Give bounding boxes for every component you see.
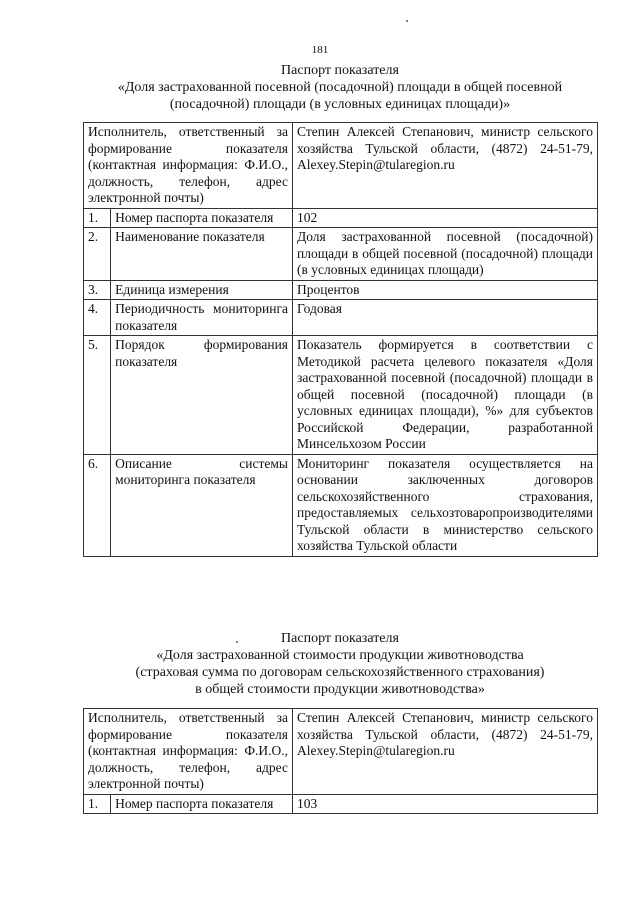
passport-heading: [60, 630, 620, 698]
row-number: 5.: [84, 336, 111, 455]
executor-row: [84, 709, 598, 795]
executor-row: [84, 123, 598, 209]
row-value: Показатель формируется в соответствии с Методикой расчета целевого показателя «Доля застрахованной посевной (посадочной) площади в общей посевной (посадочной) площади (в условных единицах площади), %» для субъектов Российской Федерации, разработанной Минсельхозом России: [293, 336, 598, 455]
row-label: Описание системы мониторинга показателя: [111, 454, 293, 556]
table-row: [84, 208, 598, 228]
scan-speck: [406, 20, 408, 22]
passport-subtitle-line: «Доля застрахованной посевной (посадочной) площади в общей посевной: [117, 80, 563, 95]
table-row: [84, 336, 598, 455]
row-number: 4.: [84, 300, 111, 336]
row-value: Годовая: [293, 300, 598, 336]
row-number: 1.: [84, 208, 111, 228]
passport-subtitle-line: (страховая сумма по договорам сельскохозяйственного страхования): [135, 665, 545, 680]
passport-table: [83, 122, 598, 557]
row-number: 2.: [84, 228, 111, 281]
table-row: [84, 794, 598, 814]
row-value: Процентов: [293, 280, 598, 300]
row-value: Доля застрахованной посевной (посадочной) площади в общей посевной (посадочной) площади (в условных единицах площади): [293, 228, 598, 281]
row-value: Мониторинг показателя осуществляется на основании заключенных договоров сельскохозяйственного страхования, предоставляемых сельхозтоваропроизводителями Тульской области в министерство сельского хозяйства Тульской области: [293, 454, 598, 556]
row-label: Порядок формирования показателя: [111, 336, 293, 455]
table-row: [84, 300, 598, 336]
executor-value: Степин Алексей Степанович, министр сельского хозяйства Тульской области, (4872) 24-51-79, Alexey.Stepin@tularegion.ru: [293, 709, 598, 795]
row-number: 3.: [84, 280, 111, 300]
passport-title: Паспорт показателя: [281, 631, 399, 646]
row-label: Номер паспорта показателя: [111, 208, 293, 228]
executor-label: Исполнитель, ответственный за формирование показателя (контактная информация: Ф.И.О., должность, телефон, адрес электронной почты): [84, 709, 293, 795]
row-value: 102: [293, 208, 598, 228]
passport-title: Паспорт показателя: [281, 63, 399, 78]
passport-subtitle-line: «Доля застрахованной стоимости продукции животноводства: [156, 648, 524, 663]
table-row: [84, 228, 598, 281]
table-row: [84, 280, 598, 300]
passport-table: [83, 708, 598, 814]
executor-label: Исполнитель, ответственный за формирование показателя (контактная информация: Ф.И.О., должность, телефон, адрес электронной почты): [84, 123, 293, 209]
passport-subtitle-line: в общей стоимости продукции животноводства»: [195, 682, 485, 697]
row-label: Периодичность мониторинга показателя: [111, 300, 293, 336]
passport-subtitle-line: (посадочной) площади (в условных единицах площади)»: [169, 97, 511, 112]
row-value: 103: [293, 794, 598, 814]
page-number: 181: [311, 44, 329, 56]
row-number: 1.: [84, 794, 111, 814]
row-number: 6.: [84, 454, 111, 556]
executor-value: Степин Алексей Степанович, министр сельского хозяйства Тульской области, (4872) 24-51-79, Alexey.Stepin@tularegion.ru: [293, 123, 598, 209]
table-row: [84, 454, 598, 556]
passport-heading: [60, 62, 620, 113]
row-label: Единица измерения: [111, 280, 293, 300]
row-label: Номер паспорта показателя: [111, 794, 293, 814]
row-label: Наименование показателя: [111, 228, 293, 281]
